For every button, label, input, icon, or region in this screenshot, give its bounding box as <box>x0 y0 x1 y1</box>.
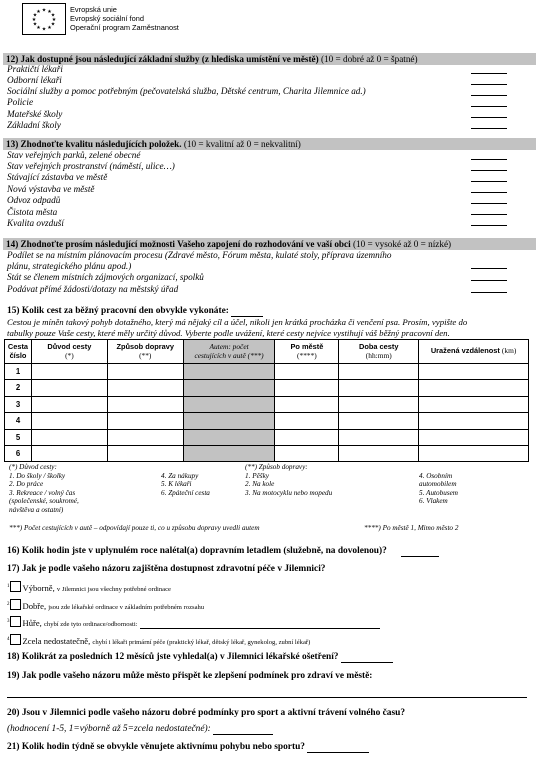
q13-title: 13) Zhodnoťte kvalitu následujících položek. <box>6 139 182 149</box>
cell-input[interactable] <box>107 396 183 412</box>
q12-answer-blank[interactable] <box>471 84 507 85</box>
cell-input[interactable] <box>275 413 339 429</box>
cell-input[interactable] <box>339 380 419 396</box>
svg-text:★: ★ <box>51 17 57 23</box>
mode-item: 4. Osobním <box>419 471 453 480</box>
trips-table <box>4 339 529 462</box>
reason-legend <box>9 463 79 515</box>
table-row <box>5 396 529 412</box>
cell-input[interactable] <box>31 429 107 445</box>
q17-option-good[interactable] <box>7 599 204 612</box>
option-number: 4 <box>7 637 10 642</box>
q20-sub <box>7 724 273 735</box>
col-header-reason: Důvod cesty (*) <box>31 340 107 364</box>
header-line: Operační program Zaměstnanost <box>70 23 179 33</box>
cell-input[interactable] <box>183 445 275 461</box>
mode-item: 5. Autobusem <box>419 488 458 497</box>
col-header-distance: Uražená vzdálenost (km) <box>419 340 529 364</box>
cell-input[interactable] <box>31 380 107 396</box>
option-detail: chybí zde tyto ordinace/odbornosti: <box>43 621 138 628</box>
cell-input[interactable] <box>107 364 183 380</box>
reason-item: návštěva a ostatní) <box>9 505 64 514</box>
eu-flag-logo <box>22 3 66 35</box>
q12-header <box>3 53 536 65</box>
cell-input[interactable] <box>107 380 183 396</box>
eu-header <box>22 3 222 37</box>
q13-item: Kvalita ovzduší <box>7 218 64 228</box>
q14-item: Podílet se na místním plánovacím procesu (Zdravé město, Fórum města, kulaté stoly, příprava územního <box>7 250 392 260</box>
note-in-town: ****) Po městě 1, Mimo město 2 <box>364 524 459 532</box>
checkbox[interactable] <box>10 634 21 645</box>
q21 <box>7 742 369 753</box>
q15-title-text: 15) Kolik cest za běžný pracovní den obvykle vykonáte: <box>7 306 229 316</box>
option-number: 1 <box>7 584 10 589</box>
q16-title: 16) Kolik hodin jste v uplynulém roce nalétal(a) dopravním letadlem (služebně, na dovolenou)? <box>7 546 387 556</box>
q13-answer-blank[interactable] <box>471 181 507 182</box>
q13-item: Nová výstavba ve městě <box>7 184 95 194</box>
checkbox[interactable] <box>10 599 21 610</box>
cell-input[interactable] <box>275 445 339 461</box>
note-car-passengers: ***) Počet cestujících v autě – odpovídají pouze ti, co u způsobu dopravy uvedli autem <box>9 524 260 532</box>
q20-title: 20) Jsou v Jilemnici podle vašeho názoru dobré podmínky pro sport a aktivní trávení volného času? <box>7 708 406 718</box>
option-label: Dobře, <box>22 601 47 611</box>
cell-input[interactable] <box>339 364 419 380</box>
header-line: Evropská unie <box>70 5 117 14</box>
q12-answer-blank[interactable] <box>471 106 507 107</box>
svg-text:★: ★ <box>50 12 56 19</box>
cell-input[interactable] <box>107 429 183 445</box>
reason-item: 5. K lékaři <box>161 480 192 489</box>
q12-item: Mateřské školy <box>7 109 63 119</box>
cell-input[interactable] <box>31 364 107 380</box>
cell-input[interactable] <box>419 429 529 445</box>
col-header-transport-mode: Způsob dopravy (**) <box>107 340 183 364</box>
cell-input[interactable] <box>419 380 529 396</box>
trips-table-header <box>5 340 529 364</box>
q13-answer-blank[interactable] <box>471 214 507 215</box>
svg-text:★: ★ <box>32 12 38 19</box>
q12-item: Odborní lékaři <box>7 75 62 85</box>
svg-text:★: ★ <box>36 25 41 31</box>
q14-title: 14) Zhodnoťte prosím následující možnosti Vašeho zapojení do rozhodování ve vaší obci <box>6 239 351 249</box>
col-header-car-passengers: Autem: počet cestujících v autě (***) <box>183 340 275 364</box>
cell-input[interactable] <box>275 396 339 412</box>
mode-item: 6. Vlakem <box>419 497 448 506</box>
cell-input[interactable] <box>339 396 419 412</box>
q13-scale: (10 = kvalitní až 0 = nekvalitní) <box>183 139 301 149</box>
col-header-trip-number: Cesta číslo <box>5 340 32 364</box>
mode-item: 3. Na motocyklu nebo mopedu <box>245 488 333 497</box>
q21-answer-blank[interactable] <box>307 752 369 753</box>
cell-input[interactable] <box>419 445 529 461</box>
q16-answer-blank[interactable] <box>401 556 439 557</box>
q15-title <box>7 306 263 317</box>
q12-answer-blank[interactable] <box>471 128 507 129</box>
option-detail: jsou zde lékařské ordinace v základním potřebném rozsahu <box>48 604 205 611</box>
mode-item: 1. Pěšky <box>245 471 269 480</box>
svg-text:★: ★ <box>32 21 38 28</box>
q14-item: Stát se členem místních zájmových organizací, spolků <box>7 272 204 282</box>
q20-answer-blank[interactable] <box>213 734 273 735</box>
cell-input[interactable] <box>419 364 529 380</box>
q21-title: 21) Kolik hodin týdně se obvykle věnujete aktivnímu pohybu nebo sportu? <box>7 742 305 752</box>
cell-input[interactable] <box>183 413 275 429</box>
q12-answer-blank[interactable] <box>471 95 507 96</box>
cell-input[interactable] <box>183 380 275 396</box>
cell-input[interactable] <box>275 364 339 380</box>
q12-item: Policie <box>7 97 34 107</box>
col-header-in-town: Po městě (****) <box>275 340 339 364</box>
q12-answer-blank[interactable] <box>471 117 507 118</box>
cell-input[interactable] <box>107 413 183 429</box>
q12-title: 12) Jak dostupné jsou následující základní služby (z hlediska umístění ve městě) <box>6 54 319 64</box>
table-row <box>5 429 529 445</box>
table-row <box>5 413 529 429</box>
col-header-duration: Doba cesty (hh:mm) <box>339 340 419 364</box>
svg-text:★: ★ <box>50 21 56 28</box>
reason-item: 6. Zpáteční cesta <box>161 488 210 497</box>
q16 <box>7 546 439 557</box>
cell-input[interactable] <box>183 396 275 412</box>
option-label: Zcela nedostatečně, <box>22 636 91 646</box>
table-row <box>5 445 529 461</box>
cell-input[interactable] <box>31 413 107 429</box>
q17-missing-specialties-blank[interactable] <box>140 628 380 629</box>
cell-input[interactable] <box>339 413 419 429</box>
checkbox[interactable] <box>10 581 21 592</box>
q15-desc-line: Cestou je míněn takový pohyb dotažného, který má nějaký cíl a účel, nikoli jen krátká procházka či venčení psa. Prosím, vypište do <box>7 317 468 327</box>
q13-header <box>3 138 536 150</box>
cell-input[interactable] <box>419 413 529 429</box>
q13-item: Čistota města <box>7 207 58 217</box>
svg-text:★: ★ <box>31 17 37 23</box>
cell-input[interactable] <box>183 364 275 380</box>
trip-number: 2 <box>5 380 32 396</box>
reason-item: 4. Za nákupy <box>161 471 199 480</box>
q20-scale: (hodnocení 1-5, 1=výborně až 5=zcela nedostatečné): <box>7 724 211 734</box>
q17-option-worse[interactable] <box>7 616 380 629</box>
svg-text:★: ★ <box>47 25 52 31</box>
reason-item: 3. Rekreace / volný čas <box>9 488 76 497</box>
q14-answer-blank[interactable] <box>471 292 507 293</box>
q12-answer-blank[interactable] <box>471 73 507 74</box>
q19-title: 19) Jak podle vašeho názoru může město přispět ke zlepšení podmínek pro zdraví ve městě: <box>7 671 373 681</box>
q13-answer-blank[interactable] <box>471 159 507 160</box>
trip-number: 3 <box>5 396 32 412</box>
q13-answer-blank[interactable] <box>471 192 507 193</box>
q18 <box>7 652 393 663</box>
q14-header <box>3 238 536 250</box>
reason-item: (společenské, soukromé, <box>9 497 79 506</box>
cell-input[interactable] <box>419 396 529 412</box>
svg-text:★: ★ <box>41 26 47 33</box>
cell-input[interactable] <box>339 445 419 461</box>
svg-text:★: ★ <box>41 7 47 14</box>
reason-item: 1. Do školy / školky <box>9 471 66 480</box>
q14-item: Podávat přímé žádosti/dotazy na městský úřad <box>7 284 179 294</box>
svg-text:★: ★ <box>47 9 52 15</box>
option-detail: chybí i lékaři primární péče (praktický lékař, dětský lékař, gynekolog, zubní lékař) <box>92 639 311 646</box>
q18-title: 18) Kolikrát za posledních 12 měsíců jste vyhledal(a) v Jilemnici lékařské ošetření? <box>7 652 339 662</box>
option-number: 2 <box>7 602 10 607</box>
mode-legend-title: (**) Způsob dopravy: <box>245 463 308 471</box>
q14-answer-blank[interactable] <box>471 280 507 281</box>
q17-option-excellent[interactable] <box>7 581 171 594</box>
mode-legend <box>245 463 332 497</box>
mode-item: automobilem <box>419 480 457 489</box>
option-label: Výborně, <box>22 583 55 593</box>
trip-number: 6 <box>5 445 32 461</box>
checkbox[interactable] <box>10 616 21 627</box>
q18-answer-blank[interactable] <box>341 662 393 663</box>
option-number: 3 <box>7 619 10 624</box>
table-row <box>5 380 529 396</box>
q12-scale: (10 = dobré až 0 = špatné) <box>320 54 418 64</box>
svg-text:★: ★ <box>36 9 41 15</box>
q17-option-insufficient[interactable] <box>7 634 310 647</box>
reason-legend-2 <box>161 472 210 498</box>
trip-number: 5 <box>5 429 32 445</box>
option-label: Hůře, <box>22 618 42 628</box>
cell-input[interactable] <box>339 429 419 445</box>
q12-item: Základní školy <box>7 120 61 130</box>
q15-description <box>7 317 537 338</box>
q13-item: Stávající zástavba ve městě <box>7 172 108 182</box>
cell-input[interactable] <box>31 445 107 461</box>
eu-header-text <box>70 5 179 33</box>
trip-number: 4 <box>5 413 32 429</box>
cell-input[interactable] <box>275 380 339 396</box>
q13-item: Odvoz odpadů <box>7 195 61 205</box>
mode-item: 2. Na kole <box>245 480 275 489</box>
option-detail: v Jilemnici jsou všechny potřebné ordinace <box>56 586 171 593</box>
q14-answer-blank[interactable] <box>471 268 507 269</box>
q13-item: Stav veřejných parků, zelené obecné <box>7 150 141 160</box>
q13-answer-blank[interactable] <box>471 170 507 171</box>
cell-input[interactable] <box>183 429 275 445</box>
reason-item: 2. Do práce <box>9 480 44 489</box>
trip-number: 1 <box>5 364 32 380</box>
q12-item: Sociální služby a pomoc potřebným (pečovatelská služba, Dětské centrum, Charita Jilemnice ad.) <box>7 86 366 96</box>
q19-answer-line[interactable] <box>7 697 527 698</box>
q13-answer-blank[interactable] <box>471 203 507 204</box>
q17-title: 17) Jak je podle vašeho názoru zajištěna dostupnost zdravotní péče v Jilemnici? <box>7 564 326 574</box>
q15-desc-line: tabulky pouze Vaše cesty, které měly určitý důvod. Vyberte podle uvážení, které cesty nejvíce vystihují váš běžný pracovní den. <box>7 327 450 338</box>
q13-answer-blank[interactable] <box>471 225 507 226</box>
cell-input[interactable] <box>31 396 107 412</box>
q12-item: Praktičtí lékaři <box>7 64 63 74</box>
cell-input[interactable] <box>107 445 183 461</box>
q14-item: plánu, strategického plánu apod.) <box>7 261 132 271</box>
q14-scale: (10 = vysoké až 0 = nízké) <box>352 239 452 249</box>
header-line: Evropský sociální fond <box>70 14 144 24</box>
q13-item: Stav veřejných prostranství (náměstí, ulice…) <box>7 161 175 171</box>
reason-legend-title: (*) Důvod cesty: <box>9 463 57 471</box>
table-row <box>5 364 529 380</box>
cell-input[interactable] <box>275 429 339 445</box>
mode-legend-2 <box>419 472 458 506</box>
